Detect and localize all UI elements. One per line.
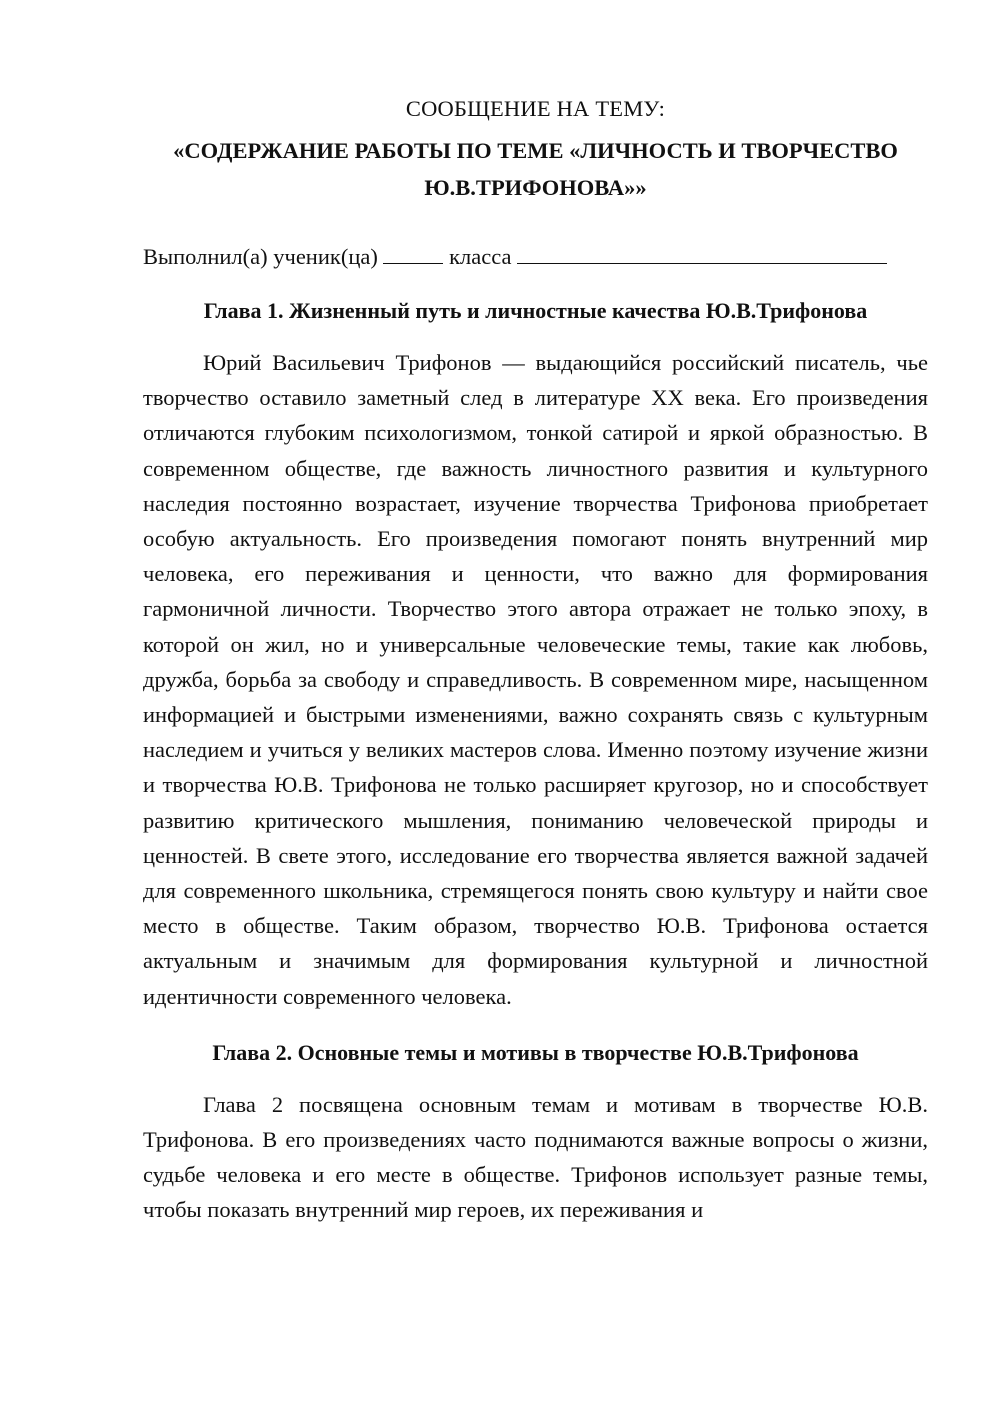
topic-line: СООБЩЕНИЕ НА ТЕМУ: [405, 96, 666, 121]
author-prefix: Выполнил(а) ученик(ца) [143, 244, 378, 269]
document-title: «СОДЕРЖАНИЕ РАБОТЫ ПО ТЕМЕ «ЛИЧНОСТЬ И ТВОРЧЕСТВО Ю.В.ТРИФОНОВА»» [173, 138, 898, 200]
chapter-2-heading: Глава 2. Основные темы и мотивы в творчестве Ю.В.Трифонова [212, 1039, 859, 1065]
document-page [143, 92, 928, 1228]
author-line [143, 240, 928, 274]
class-number-blank [383, 245, 443, 264]
author-class-label: класса [449, 244, 512, 269]
chapter-1-paragraph: Юрий Васильевич Трифонов — выдающийся российский писатель, чье творчество оставило заметный след в литературе XX века. Его произведения отличаются глубоким психологизмом, тонкой сатирой и яркой образностью. В современном обществе, где важность личностного развития и культурного наследия постоянно возрастает, изучение творчества Трифонова приобретает особую актуальность. Его произведения помогают понять внутренний мир человека, его переживания и ценности, что важно для формирования гармоничной личности. Творчество этого автора отражает не только эпоху, в которой он жил, но и универсальные человеческие темы, такие как любовь, дружба, борьба за свободу и справедливость. В современном мире, насыщенном информацией и быстрыми изменениями, важно сохранять связь с культурным наследием и учиться у великих мастеров слова. Именно поэтому изучение жизни и творчества Ю.В. Трифонова не только расширяет кругозор, но и способствует развитию критического мышления, пониманию человеческой природы и ценностей. В свете этого, исследование его творчества является важной задачей для современного школьника, стремящегося понять свою культуру и найти свое место в обществе. Таким образом, творчество Ю.В. Трифонова остается актуальным и значимым для формирования культурной и личностной идентичности современного человека. [143, 350, 928, 1009]
student-name-blank [517, 245, 887, 264]
chapter-2-paragraph: Глава 2 посвящена основным темам и мотивам в творчестве Ю.В. Трифонова. В его произведениях часто поднимаются важные вопросы о жизни, судьбе человека и его месте в обществе. Трифонов использует разные темы, чтобы показать внутренний мир героев, их переживания и [143, 1091, 928, 1223]
chapter-1-heading: Глава 1. Жизненный путь и личностные качества Ю.В.Трифонова [203, 298, 868, 323]
